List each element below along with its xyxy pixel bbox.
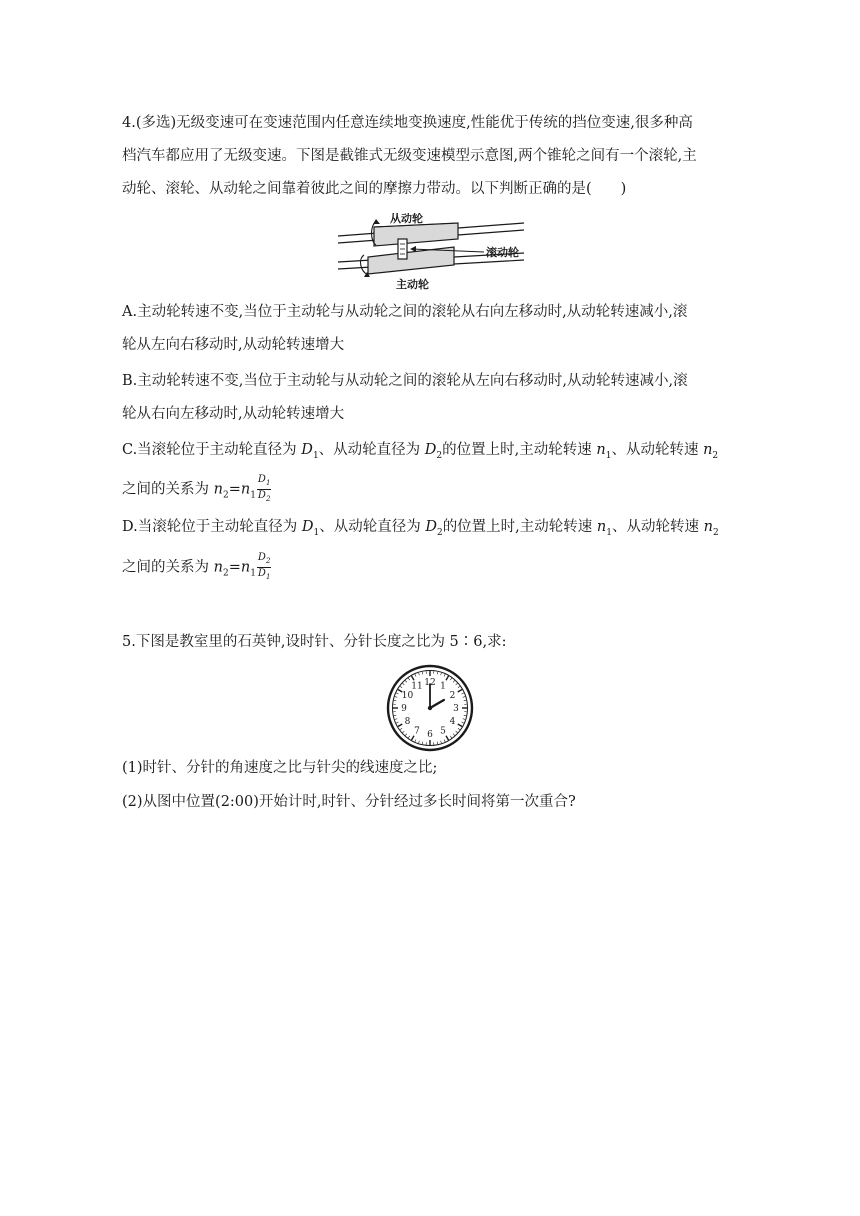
- q4-option-a-line-1: A.主动轮转速不变,当位于主动轮与从动轮之间的滚轮从右向左移动时,从动轮转速减小,滚: [122, 304, 688, 320]
- q4-option-a-line-2: 轮从左向右移动时,从动轮转速增大: [122, 337, 345, 353]
- q4-option-d-line-2: 之间的关系为 $n_2=n_1$ $\frac{D_2}{D_1}$: [122, 552, 271, 581]
- label-driver-wheel: 主动轮: [396, 278, 429, 291]
- q5-subquestion-1: (1)时针、分针的角速度之比与针尖的线速度之比;: [122, 760, 438, 776]
- clock-number: 6: [427, 730, 433, 740]
- clock-number: 9: [401, 704, 407, 714]
- q4-option-d-line-1: D.当滚轮位于主动轮直径为 $D_1$、从动轮直径为 $D_2$的位置上时,主动轮转速 $n_1$、从动轮转速 $n_2$: [122, 519, 719, 538]
- clock-number: 1: [440, 681, 446, 692]
- q4-stem-line-3: 动轮、滚轮、从动轮之间靠着彼此之间的摩擦力带动。以下判断正确的是( ): [122, 181, 627, 197]
- clock-number: 4: [449, 717, 456, 727]
- label-roller: 滚动轮: [486, 246, 519, 259]
- clock-number: 7: [414, 726, 420, 737]
- fraction-d: $\frac{D_2}{D_1}$: [257, 552, 271, 581]
- fraction-c: $\frac{D_1}{D_2}$: [257, 474, 271, 503]
- q5-subquestion-2: (2)从图中位置(2:00)开始计时,时针、分针经过多长时间将第一次重合?: [122, 794, 576, 810]
- q4-option-b-line-2: 轮从右向左移动时,从动轮转速增大: [122, 406, 345, 422]
- clock-number: 2: [449, 691, 456, 701]
- q4-option-b-line-1: B.主动轮转速不变,当位于主动轮与从动轮之间的滚轮从左向右移动时,从动轮转速减小,滚: [122, 373, 688, 389]
- q4-stem-line-1: 4.(多选)无级变速可在变速范围内任意连续地变换速度,性能优于传统的挡位变速,很多种高: [122, 115, 693, 131]
- clock-number: 8: [404, 717, 411, 727]
- label-driven-wheel: 从动轮: [390, 213, 423, 225]
- quartz-clock: [386, 664, 474, 752]
- clock-number: 10: [401, 691, 414, 701]
- q5-stem: 5.下图是教室里的石英钟,设时针、分针长度之比为 5∶6,求:: [122, 634, 507, 650]
- clock-number: 11: [411, 681, 423, 692]
- q4-stem-line-2: 档汽车都应用了无级变速。下图是截锥式无级变速模型示意图,两个锥轮之间有一个滚轮,主: [122, 148, 697, 164]
- q4-option-c-line-2: 之间的关系为 $n_2=n_1$ $\frac{D_1}{D_2}$: [122, 474, 271, 503]
- clock-number: 5: [440, 726, 446, 737]
- clock-center-pin: [428, 706, 432, 710]
- cone-cvt-diagram: [334, 213, 526, 291]
- clock-number: 3: [453, 704, 459, 714]
- q4-option-c-line-1: C.当滚轮位于主动轮直径为 $D_1$、从动轮直径为 $D_2$的位置上时,主动轮转速 $n_1$、从动轮转速 $n_2$: [122, 442, 719, 461]
- clock-number: 12: [424, 678, 436, 688]
